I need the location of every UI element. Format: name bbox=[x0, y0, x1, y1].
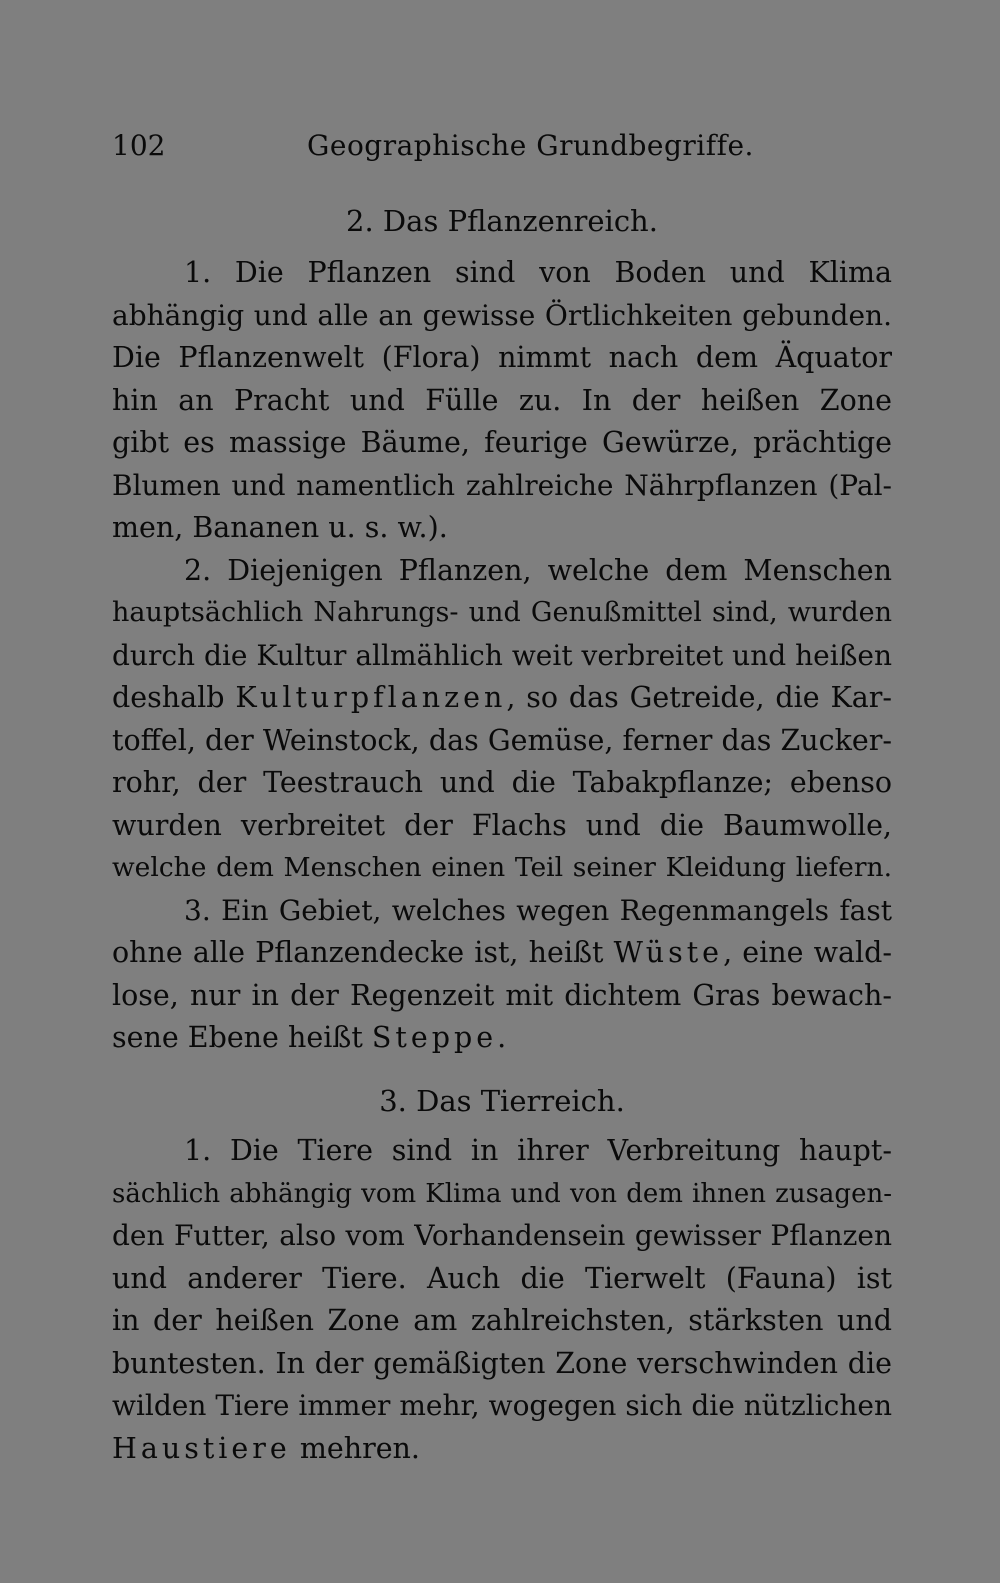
text-segment: , eine wald- bbox=[723, 936, 892, 969]
emphasized-term: Wüste bbox=[613, 936, 724, 969]
text-segment: deshalb bbox=[112, 681, 236, 714]
page-number: 102 bbox=[112, 129, 166, 162]
running-title: Geographische Grundbegriffe. bbox=[307, 129, 754, 162]
section-body-animals bbox=[112, 1130, 892, 1470]
text-line: welche dem Menschen einen Teil seiner Kleidung liefern. bbox=[112, 852, 892, 883]
text-line: den Futter, also vom Vorhandensein gewisser Pflanzen bbox=[112, 1219, 892, 1252]
text-segment: . bbox=[497, 1021, 507, 1054]
text-line: Blumen und namentlich zahlreiche Nährpflanzen (Pal- bbox=[112, 468, 892, 502]
emphasized-term: Kulturpflanzen bbox=[235, 681, 507, 714]
text-segment: , so das Getreide, die Kar- bbox=[506, 681, 892, 714]
text-line: und anderer Tiere. Auch die Tierwelt (Fauna) ist bbox=[112, 1261, 892, 1295]
text-line: abhängig und alle an gewisse Örtlichkeiten gebunden. bbox=[112, 298, 892, 332]
emphasized-term: Steppe bbox=[371, 1021, 498, 1054]
text-line bbox=[112, 1017, 892, 1060]
text-line: gibt es massige Bäume, feurige Gewürze, prächtige bbox=[112, 426, 892, 459]
text-line: lose, nur in der Regenzeit mit dichtem Gras bewach- bbox=[112, 978, 892, 1012]
text-line: Die Pflanzenwelt (Flora) nimmt nach dem Äquator bbox=[112, 341, 892, 374]
text-line: wilden Tiere immer mehr, wogegen sich die nützlichen bbox=[112, 1389, 892, 1422]
text-line: durch die Kultur allmählich weit verbreitet und heißen bbox=[112, 638, 892, 672]
section-heading-plants: 2. Das Pflanzenreich. bbox=[346, 204, 658, 238]
text-line: 3. Ein Gebiet, welches wegen Regenmangels fast bbox=[184, 893, 892, 927]
text-line: rohr, der Teestrauch und die Tabakpflanze; ebenso bbox=[112, 766, 892, 799]
text-line: 1. Die Tiere sind in ihrer Verbreitung haupt- bbox=[184, 1134, 892, 1167]
text-line bbox=[112, 932, 892, 975]
text-line: buntesten. In der gemäßigten Zone verschwinden die bbox=[112, 1346, 892, 1380]
text-line: sächlich abhängig vom Klima und von dem ihnen zusagen- bbox=[112, 1178, 892, 1209]
section-heading-animals: 3. Das Tierreich. bbox=[379, 1084, 625, 1118]
text-line: hauptsächlich Nahrungs- und Genußmittel sind, wurden bbox=[112, 597, 892, 628]
text-line bbox=[112, 677, 892, 720]
text-line: toffel, der Weinstock, das Gemüse, ferner das Zucker- bbox=[112, 723, 892, 757]
running-head bbox=[112, 126, 892, 166]
text-line bbox=[112, 1428, 892, 1471]
text-line: wurden verbreitet der Flachs und die Baumwolle, bbox=[112, 808, 892, 842]
text-line: 1. Die Pflanzen sind von Boden und Klima bbox=[184, 256, 892, 289]
text-line: in der heißen Zone am zahlreichsten, stärksten und bbox=[112, 1304, 892, 1337]
text-line: 2. Diejenigen Pflanzen, welche dem Menschen bbox=[184, 553, 892, 587]
text-segment: mehren. bbox=[290, 1431, 420, 1465]
text-line: hin an Pracht und Fülle zu. In der heißen Zone bbox=[112, 383, 892, 417]
emphasized-term: Haustiere bbox=[112, 1431, 291, 1465]
text-segment: ohne alle Pflanzendecke ist, heißt bbox=[112, 936, 614, 969]
section-body-plants bbox=[112, 252, 892, 1060]
text-segment: sene Ebene heißt bbox=[112, 1021, 372, 1054]
text-line: men, Bananen u. s. w.). bbox=[112, 511, 448, 544]
